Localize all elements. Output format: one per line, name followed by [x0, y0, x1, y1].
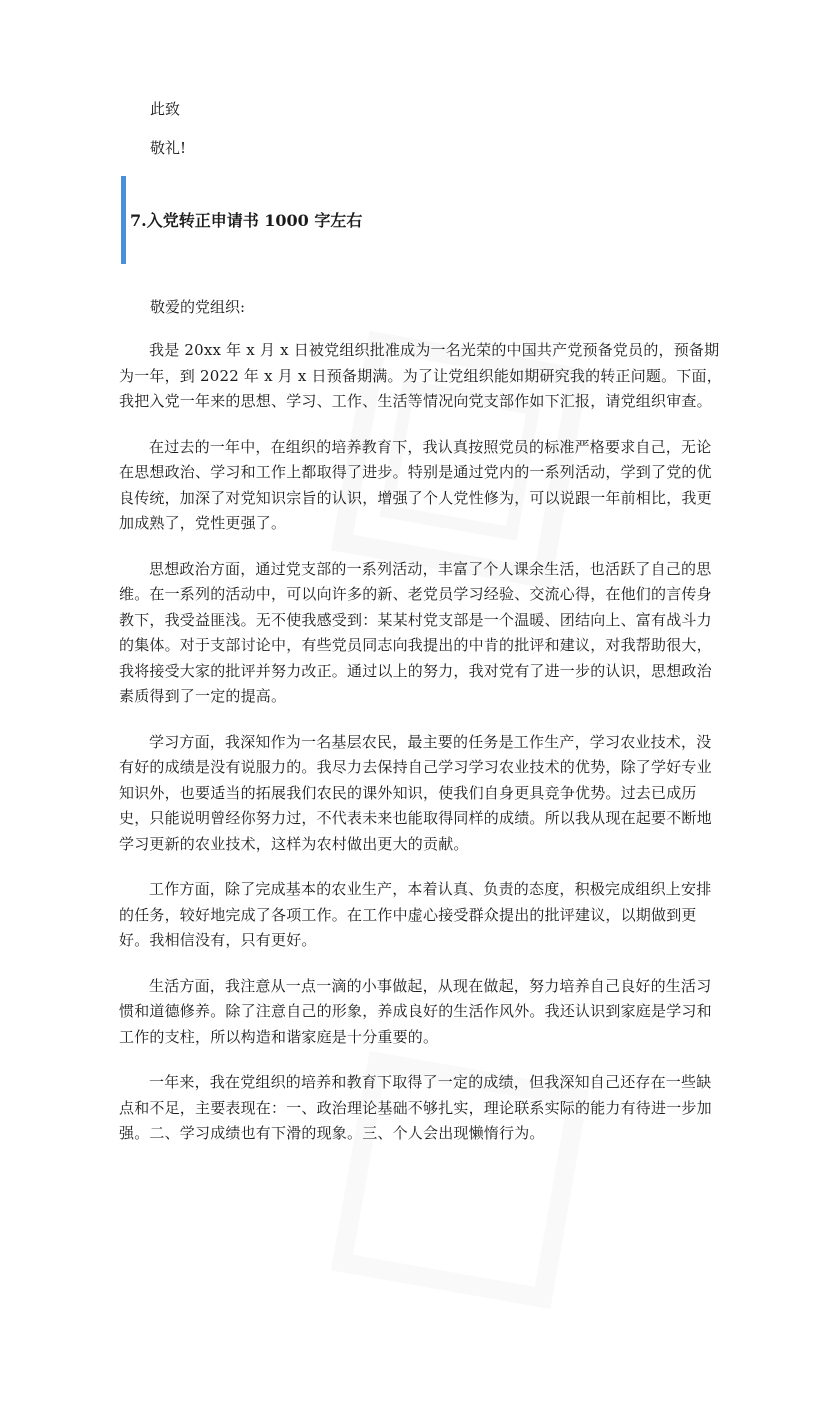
- paragraph: 思想政治方面，通过党支部的一系列活动，丰富了个人课余生活，也活跃了自己的思维。在一系列的活动中，可以向许多的新、老党员学习经验、交流心得，在他们的言传身教下，我受益匪浅。无不使我感受到：某某村党支部是一个温暖、团结向上、富有战斗力的集体。对于支部讨论中，有些党员同志向我提出的中肯的批评和建议，对我帮助很大，我将接受大家的批评并努力改正。通过以上的努力，我对党有了进一步的认识，思想政治素质得到了一定的提高。: [119, 559, 712, 705]
- paragraph: 我是 20xx 年 x 月 x 日被党组织批准成为一名光荣的中国共产党预备党员的，预备期为一年，到 2022 年 x 月 x 日预备期满。为了让党组织能如期研究我的转正问题。下面，我把入党一年来的思想、学习、工作、生活等情况向党支部作如下汇报，请党组织审查。: [119, 341, 722, 410]
- greeting: 敬爱的党组织:: [150, 298, 246, 316]
- paragraph: 学习方面，我深知作为一名基层农民，最主要的任务是工作生产，学习农业技术，没有好的成绩是没有说服力的。我尽力去保持自己学习学习农业技术的优势，除了学好专业知识外，也要适当的拓展我们农民的课外知识，使我们自身更具竞争优势。过去已成历史，只能说明曾经你努力过，不代表未来也能取得同样的成绩。所以我从现在起要不断地学习更新的农业技术，这样为农村做出更大的贡献。: [119, 732, 712, 853]
- heading-accent-bar: [121, 176, 126, 264]
- paragraph: 工作方面，除了完成基本的农业生产，本着认真、负责的态度，积极完成组织上安排的任务，较好地完成了各项工作。在工作中虚心接受群众提出的批评建议，以期做到更好。我相信没有，只有更好。: [119, 880, 712, 949]
- letter-body: [119, 338, 725, 1167]
- closing-line-2: 敬礼!: [150, 139, 187, 157]
- closing-line-1: 此致: [150, 100, 181, 118]
- paragraph: 在过去的一年中，在组织的培养教育下，我认真按照党员的标准严格要求自己，无论在思想政治、学习和工作上都取得了进步。特别是通过党内的一系列活动，学到了党的优良传统，加深了对党知识宗旨的认识，增强了个人党性修为，可以说跟一年前相比，我更加成熟了，党性更强了。: [119, 437, 712, 532]
- section-heading: 7.入党转正申请书 1000 字左右: [130, 211, 363, 230]
- section-heading-block: [121, 176, 681, 264]
- paragraph: 生活方面，我注意从一点一滴的小事做起，从现在做起，努力培养自己良好的生活习惯和道德修养。除了注意自己的形象，养成良好的生活作风外。我还认识到家庭是学习和工作的支柱，所以构造和谐家庭是十分重要的。: [119, 976, 712, 1046]
- paragraph: 一年来，我在党组织的培养和教育下取得了一定的成绩，但我深知自己还存在一些缺点和不足，主要表现在：一、政治理论基础不够扎实，理论联系实际的能力有待进一步加强。二、学习成绩也有下滑的现象。三、个人会出现懒惰行为。: [119, 1073, 712, 1142]
